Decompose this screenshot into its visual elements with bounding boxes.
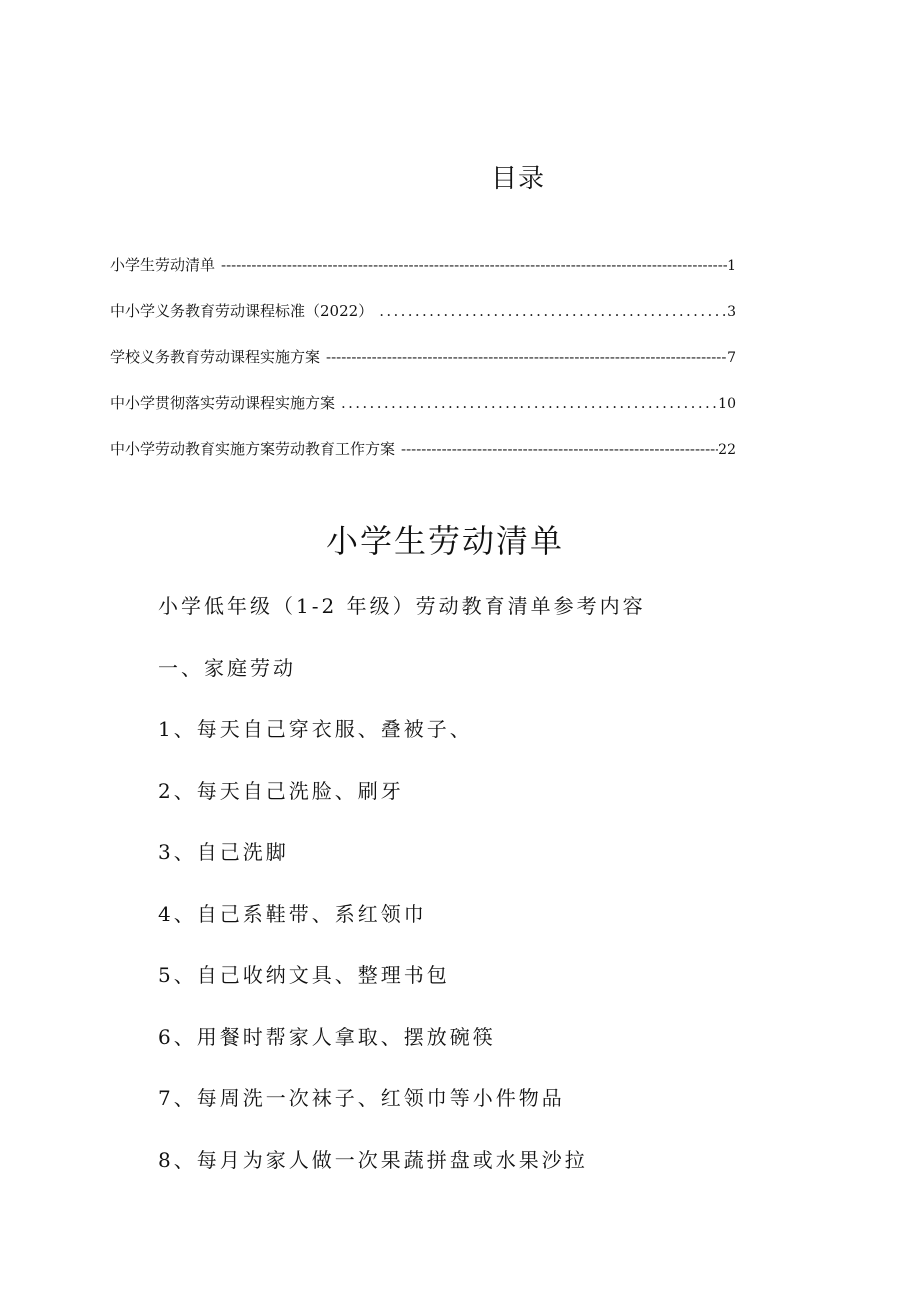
list-item: 4、自己系鞋带、系红领巾	[158, 901, 427, 926]
toc-entry[interactable]	[110, 254, 736, 300]
list-item: 6、用餐时帮家人拿取、摆放碗筷	[158, 1024, 496, 1049]
list-item: 2、每天自己洗脸、刷牙	[158, 778, 404, 803]
toc-page-number: 10	[718, 396, 736, 412]
toc-page-number: 7	[727, 350, 736, 366]
list-item: 1、每天自己穿衣服、叠被子、	[158, 717, 473, 741]
toc-leader	[221, 256, 727, 274]
toc-entry-text: 学校义务教育劳动课程实施方案	[110, 348, 321, 366]
category-heading: 一、家庭劳动	[158, 655, 296, 680]
subtitle-line: 小学低年级（1-2 年级）劳动教育清单参考内容	[158, 594, 646, 618]
toc-page-number: 22	[718, 442, 736, 458]
toc-page-number: 1	[727, 258, 736, 274]
section-title: 小学生劳动清单	[325, 522, 564, 560]
toc-leader	[341, 394, 718, 412]
list-item: 7、每周洗一次袜子、红领巾等小件物品	[158, 1086, 565, 1110]
toc-entry[interactable]	[110, 346, 736, 392]
toc-title: 目录	[490, 164, 545, 194]
toc-entry[interactable]	[110, 300, 736, 346]
table-of-contents	[110, 254, 736, 484]
toc-entry-text: 中小学贯彻落实劳动课程实施方案	[110, 394, 336, 412]
toc-entry-text: 小学生劳动清单	[110, 256, 216, 274]
list-item: 8、每月为家人做一次果蔬拼盘或水果沙拉	[158, 1147, 588, 1172]
toc-entry[interactable]	[110, 392, 736, 438]
list-item: 3、自己洗脚	[158, 840, 289, 864]
toc-leader	[401, 440, 718, 458]
toc-leader	[379, 302, 727, 320]
toc-entry-text: 中小学义务教育劳动课程标准（2022）	[110, 302, 374, 320]
toc-entry[interactable]	[110, 438, 736, 484]
list-item: 5、自己收纳文具、整理书包	[158, 963, 450, 987]
toc-leader	[326, 348, 727, 366]
section-body	[158, 590, 858, 1205]
toc-entry-text: 中小学劳动教育实施方案劳动教育工作方案	[110, 440, 396, 458]
toc-page-number: 3	[727, 304, 736, 320]
